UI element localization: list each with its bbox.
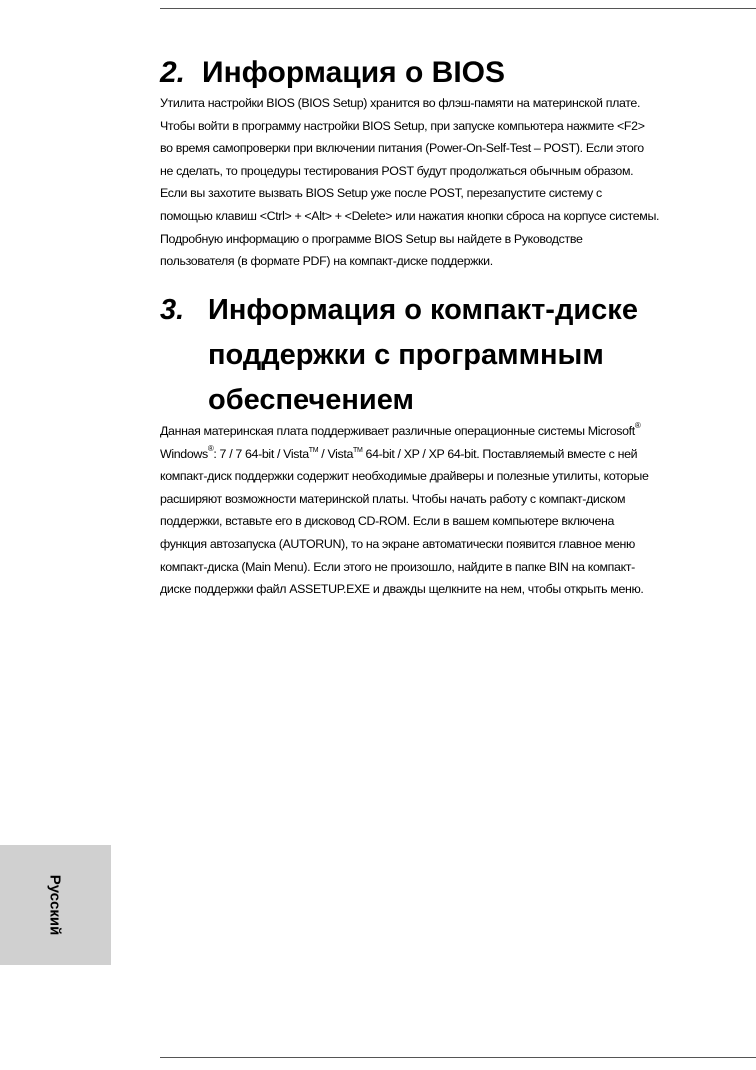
cd-line-text: : 7 / 7 64-bit / Vista <box>213 446 309 461</box>
cd-line: компакт-диска (Main Menu). Если этого не произошло, найдите в папке BIN на компакт- <box>160 559 635 574</box>
trademark-mark: TM <box>308 446 319 454</box>
language-side-tab <box>0 845 111 965</box>
bios-line: пользователя (в формате PDF) на компакт-диске поддержки. <box>160 254 493 269</box>
language-tab-label: Русский <box>46 874 64 936</box>
top-rule <box>160 8 756 9</box>
bios-line: помощью клавиш <Ctrl> + <Alt> + <Delete> или нажатия кнопки сброса на корпусе системы. <box>160 208 660 223</box>
cd-line: компакт-диск поддержки содержит необходимые драйверы и полезные утилиты, которые <box>160 469 649 484</box>
section-2-heading <box>160 54 505 92</box>
registered-mark: ® <box>634 421 641 430</box>
bios-line: не сделать, то процедуры тестирования POST будут продолжаться обычным образом. <box>160 163 634 178</box>
bios-line: Чтобы войти в программу настройки BIOS Setup, при запуске компьютера нажмите <F2> <box>160 118 645 133</box>
section-2-number: 2. <box>160 56 186 89</box>
section-3-heading <box>160 288 708 423</box>
support-cd-paragraph <box>160 420 756 601</box>
bios-paragraph <box>160 92 756 273</box>
cd-line-text: 64-bit / XP / XP 64-bit. Поставляемый вместе с ней <box>362 446 638 461</box>
bios-line: Если вы захотите вызвать BIOS Setup уже после POST, перезапустите систему с <box>160 186 602 201</box>
section-3-title: Информация о компакт-диске поддержки с программным обеспечением <box>208 294 638 416</box>
bottom-rule <box>160 1057 756 1058</box>
cd-line <box>160 443 756 466</box>
section-3-number: 3. <box>160 294 185 326</box>
bios-line: Утилита настройки BIOS (BIOS Setup) хранится во флэш-памяти на материнской плате. <box>160 96 641 110</box>
windows-text: Windows <box>160 446 208 461</box>
bios-line: во время самопроверки при включении питания (Power-On-Self-Test – POST). Если этого <box>160 141 644 156</box>
trademark-mark: TM <box>353 446 363 454</box>
cd-line <box>160 420 756 443</box>
registered-mark: ® <box>207 443 214 453</box>
cd-line: расширяют возможности материнской платы. Чтобы начать работу с компакт-диском <box>160 491 626 506</box>
cd-line: диске поддержки файл ASSETUP.EXE и дважды щелкните на нем, чтобы открыть меню. <box>160 582 644 597</box>
cd-line: функция автозапуска (AUTORUN), то на экране автоматически появится главное меню <box>160 536 635 551</box>
cd-line-text: / Vista <box>318 446 354 461</box>
cd-line: поддержки, вставьте его в дисковод CD-ROM. Если в вашем компьютере включена <box>160 514 615 529</box>
cd-line-text: Данная материнская плата поддерживает различные операционные системы Microsoft <box>160 424 635 438</box>
section-2-title: Информация о BIOS <box>202 56 506 89</box>
bios-line: Подробную информацию о программе BIOS Setup вы найдете в Руководстве <box>160 231 583 246</box>
